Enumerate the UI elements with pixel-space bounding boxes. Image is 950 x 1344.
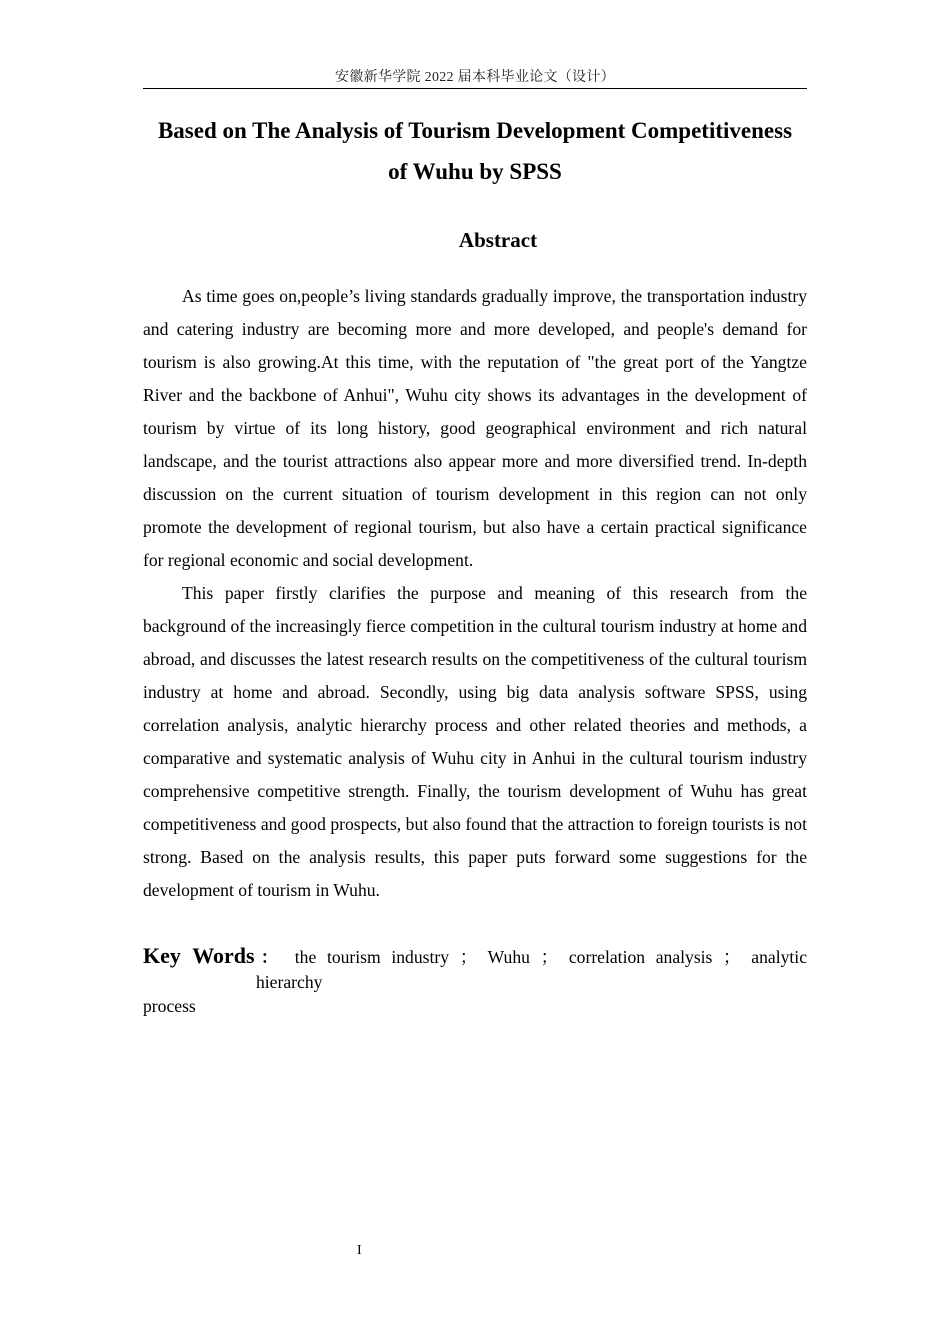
abstract-paragraph-2: This paper firstly clarifies the purpose and meaning of this research from the background of the increasingly fierce competition in the cultural tourism industry at home and abroad, and discusses the latest research results on the competitiveness of the cultural tourism industry at home and abroad. Secondly, using big data analysis software SPSS, using correlation analysis, analytic hierarchy process and other related theories and methods, a comparative and systematic analysis of Wuhu city in Anhui in the cultural tourism industry comprehensive competitive strength. Finally, the tourism development of Wuhu has great competitiveness and good prospects, but also found that the attraction to foreign tourists is not strong. Based on the analysis results, this paper puts forward some suggestions for the development of tourism in Wuhu. (143, 583, 807, 900)
keywords-colon: ： (254, 948, 285, 967)
paper-title-line-2: of Wuhu by SPSS (388, 159, 562, 184)
keywords-last-line: process (143, 996, 196, 1016)
header-divider (143, 88, 807, 89)
abstract-heading: Abstract (458, 228, 538, 252)
paper-title-line-1: Based on The Analysis of Tourism Development Competitiveness (157, 118, 793, 143)
running-header: 安徽新华学院 2022 届本科毕业论文（设计） (335, 70, 615, 85)
abstract-body (143, 280, 807, 907)
keywords-list: the tourism industry ； Wuhu ； correlation analysis ； analytic (294, 947, 807, 967)
paper-title (143, 110, 807, 192)
abstract-paragraph-1: As time goes on,people’s living standards gradually improve, the transportation industry and catering industry are becoming more and more developed, and people's demand for tourism is also growing.At this time, with the reputation of "the great port of the Yangtze River and the backbone of Anhui", Wuhu city shows its advantages in the development of tourism by virtue of its long history, good geographical environment and rich natural landscape, and the tourist attractions also appear more and more diversified trend. In-depth discussion on the current situation of tourism development in this region can not only promote the development of regional tourism, but also have a certain practical significance for regional economic and social development. (143, 286, 807, 570)
keywords-label: Key Words (143, 943, 255, 968)
page-number: I (357, 1243, 362, 1258)
keywords-continuation: hierarchy (256, 972, 323, 992)
keywords-line (143, 944, 807, 970)
